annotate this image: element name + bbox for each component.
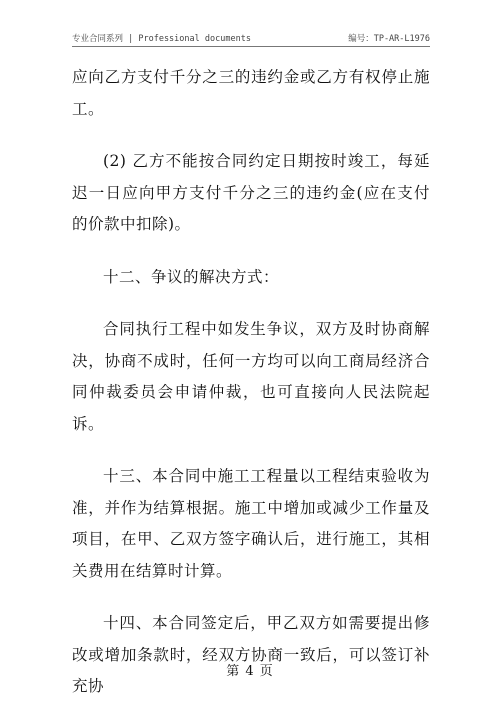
header-divider	[72, 46, 430, 47]
paragraph-dispute-resolution: 合同执行工程中如发生争议，双方及时协商解决，协商不成时，任何一方均可以向工商局经济合同仲裁委员会申请仲裁，也可直接向人民法院起诉。	[72, 320, 430, 433]
header-series-label: 专业合同系列 | Professional documents	[72, 34, 251, 44]
header-doc-number: 编号：TP-AR-L1976	[348, 34, 430, 44]
paragraph-delay-penalty: (2) 乙方不能按合同约定日期按时竣工，每延迟一日应向甲方支付千分之三的违约金(应在支付的价款中扣除)。	[72, 152, 430, 233]
section-heading-dispute: 十二、争议的解决方式：	[103, 267, 280, 286]
paragraph-continuation: 应向乙方支付千分之三的违约金或乙方有权停止施工。	[72, 68, 430, 118]
paragraph-section-13: 十三、本合同中施工工程量以工程结束验收为准，并作为结算根据。施工中增加或减少工作量及项目，在甲、乙双方签字确认后，进行施工，其相关费用在结算时计算。	[72, 467, 430, 580]
document-body	[72, 62, 430, 724]
paragraph-section-14: 十四、本合同签定后，甲乙双方如需要提出修改或增加条款时，经双方协商一致后，可以签订补充协	[72, 614, 430, 695]
page-number: 第 4 页	[226, 664, 274, 679]
document-header	[72, 30, 430, 46]
